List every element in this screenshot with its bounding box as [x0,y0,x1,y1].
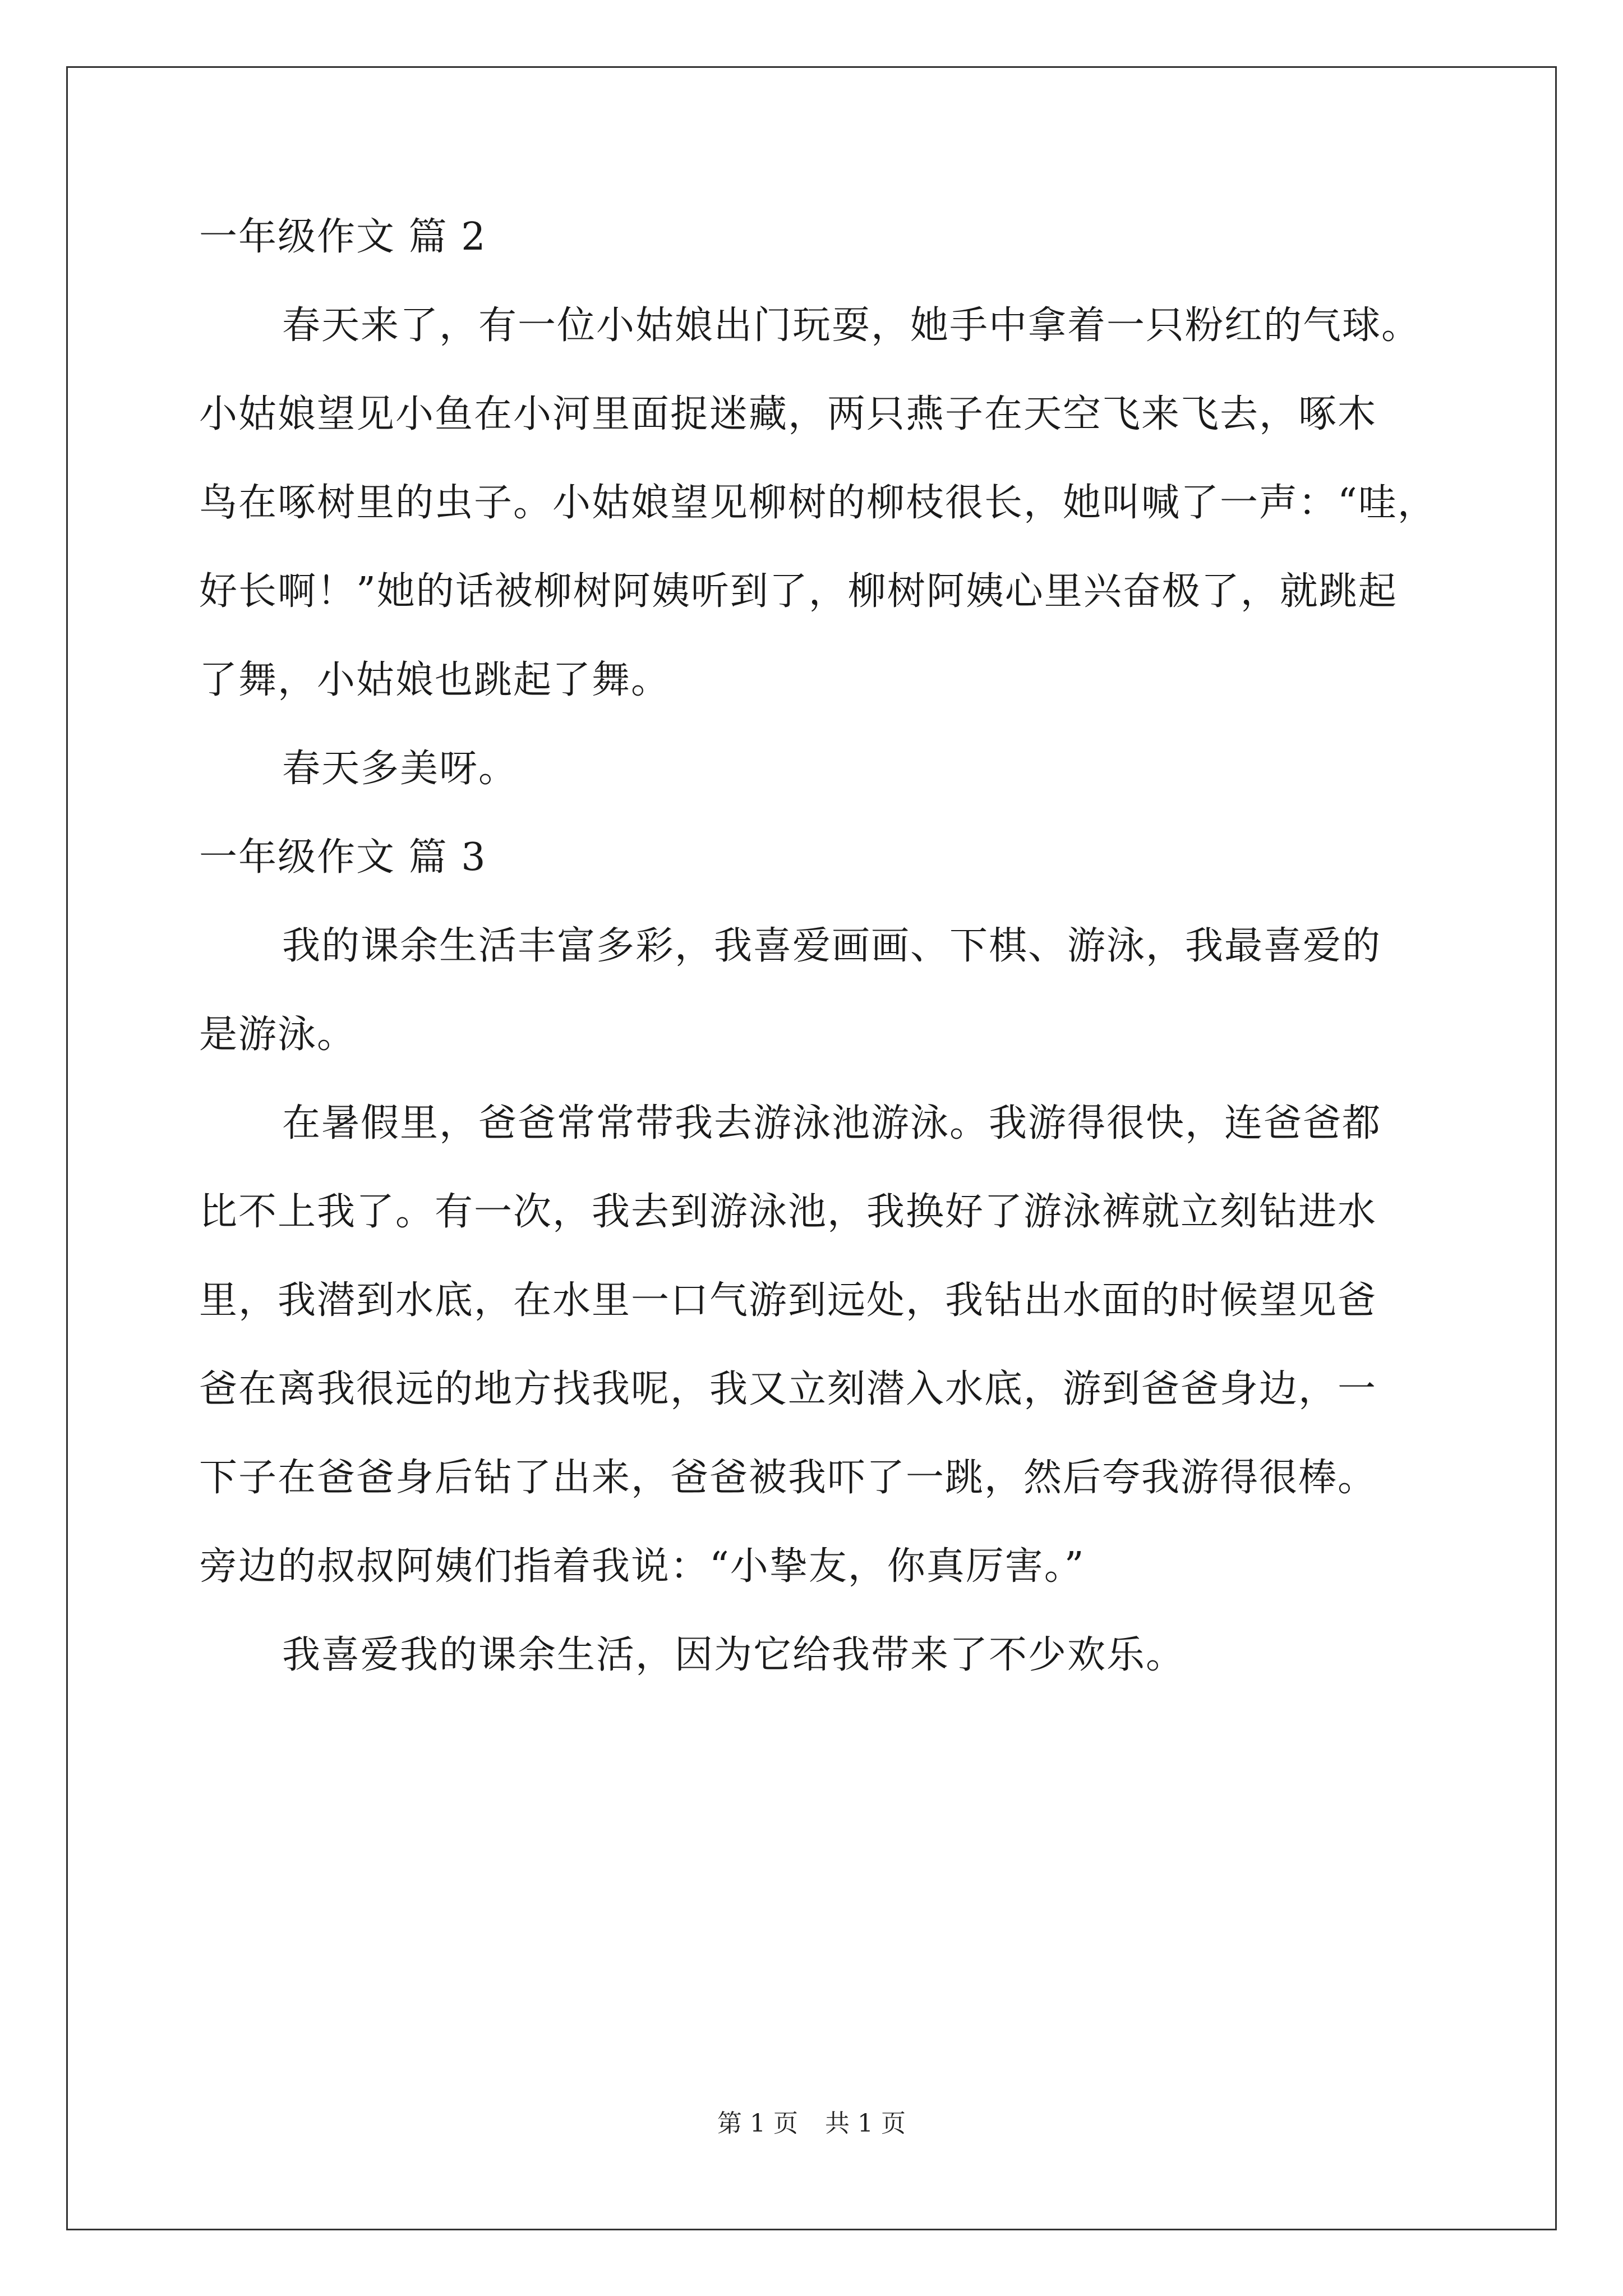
paragraph-line: 春天来了，有一位小姑娘出门玩耍，她手中拿着一只粉红的气球。 [282,303,1421,348]
page-number-total: 共 1 页 [825,2109,906,2138]
paragraph-line: 是游泳。 [199,1013,357,1057]
paragraph-line: 里，我潜到水底，在水里一口气游到远处，我钻出水面的时候望见爸 [199,1278,1377,1323]
paragraph-line: 下子在爸爸身后钻了出来，爸爸被我吓了一跳，然后夸我游得很棒。 [199,1456,1377,1500]
paragraph-line: 春天多美呀。 [282,747,518,791]
paragraph-line: 旁边的叔叔阿姨们指着我说：“小挚友，你真厉害。” [199,1544,1085,1589]
paragraph-line: 鸟在啄树里的虫子。小姑娘望见柳树的柳枝很长，她叫喊了一声：“哇， [199,481,1437,525]
paragraph-line: 在暑假里，爸爸常常带我去游泳池游泳。我游得很快，连爸爸都 [282,1101,1382,1145]
paragraph-line: 我喜爱我的课余生活，因为它给我带来了不少欢乐。 [282,1633,1186,1677]
paragraph-line: 爸在离我很远的地方找我呢，我又立刻潜入水底，游到爸爸身边，一 [199,1367,1377,1411]
paragraph-line: 比不上我了。有一次，我去到游泳池，我换好了游泳裤就立刻钻进水 [199,1190,1377,1234]
paragraph-line: 好长啊！”她的话被柳树阿姨听到了，柳树阿姨心里兴奋极了，就跳起 [199,569,1398,614]
paragraph-line: 我的课余生活丰富多彩，我喜爱画画、下棋、游泳，我最喜爱的 [282,924,1382,968]
page-number-current: 第 1 页 [717,2109,798,2138]
section-heading: 一年级作文 篇 3 [199,835,487,880]
paragraph-line: 了舞，小姑娘也跳起了舞。 [199,658,671,702]
page-footer [0,2107,1623,2141]
section-heading: 一年级作文 篇 2 [199,215,487,259]
paragraph-line: 小姑娘望见小鱼在小河里面捉迷藏，两只燕子在天空飞来飞去，啄木 [199,392,1377,436]
